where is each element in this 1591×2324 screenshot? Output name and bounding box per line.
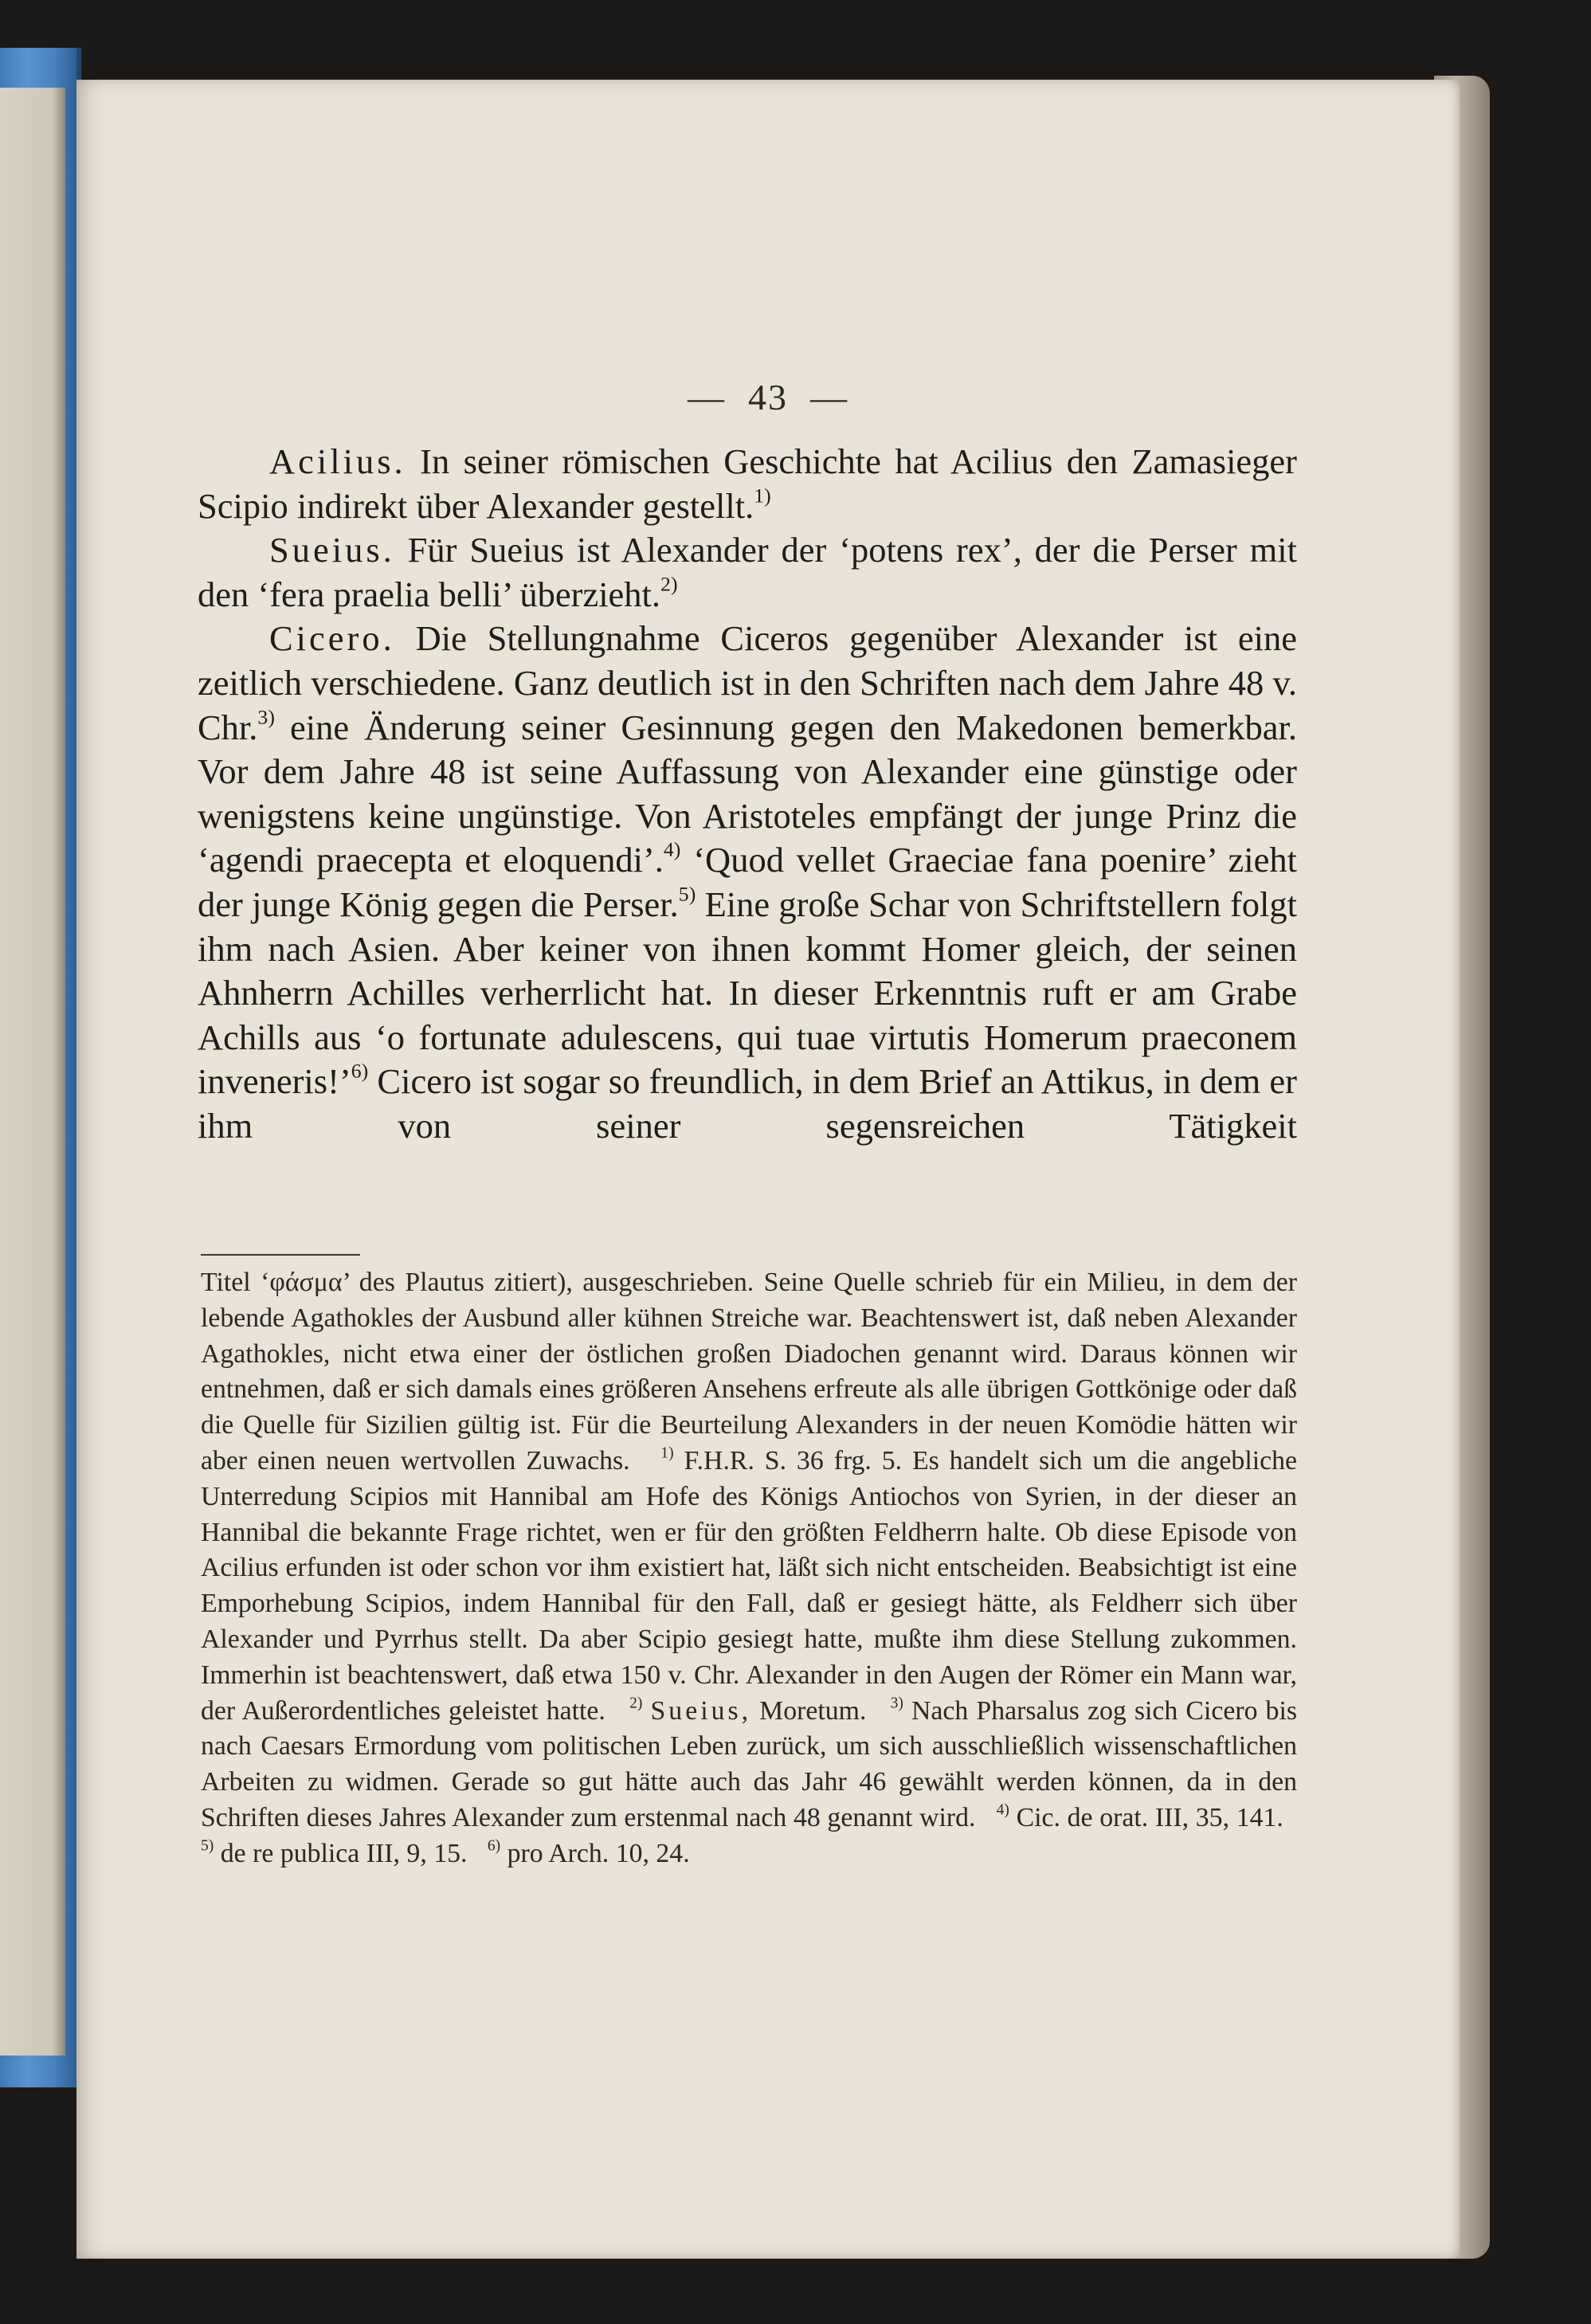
page-number-dash-left: — — [688, 377, 726, 417]
footnote-ref: 3) — [257, 705, 275, 729]
paragraph-acilius — [198, 440, 1297, 528]
footnote-ref: 1) — [754, 484, 771, 508]
footnote-text: pro Arch. 10, 24. — [500, 1838, 690, 1868]
footnote-mark: 2) — [629, 1694, 643, 1711]
page-number-value: 43 — [748, 377, 788, 417]
footnote-text: F.H.R. S. 36 frg. 5. Es handelt sich um die angebliche Unterredung Scipios mit Hannibal am Hofe des Königs Antiochos von Syrien, in der dieser an Hannibal die bekannte Frage richtet, wen er für den größten Feldherrn halte. Ob diese Episode von Acilius erfunden ist oder schon vor ihm existiert hat, läßt sich nicht entscheiden. Beabsichtigt ist eine Emporhebung Scipios, indem Hannibal für den Fall, daß er gesiegt hätte, als Feldherr sich über Alexander und Pyrrhus stellt. Da aber Scipio gesiegt hatte, mußte ihm diese Stellung zukommen. Immerhin ist beachtenswert, daß etwa 150 v. Chr. Alexander in den Augen der Römer ein Mann war, der Außerordentliches geleistet hatte. — [201, 1445, 1298, 1726]
main-text — [198, 440, 1297, 1149]
page-number — [76, 376, 1460, 418]
paragraph-text: Cicero ist sogar so freundlich, in dem Brief an Attikus, in dem er ihm von seiner segensreichen Tätigkeit — [198, 1061, 1297, 1146]
footnote-mark: 5) — [201, 1837, 214, 1855]
footnote-text: Cic. de orat. III, 35, 141. — [1009, 1802, 1283, 1832]
paragraph-text: In seiner römischen Geschichte hat Acilius den Zamasieger Scipio indirekt über Alexander gestellt. — [198, 441, 1297, 526]
footnote-text: Moretum. — [751, 1695, 867, 1726]
paragraph-text: Eine große Schar von Schriftstellern folgt ihm nach Asien. Aber keiner von ihnen kommt Homer gleich, der seinen Ahnherrn Achilles verherrlicht hat. In dieser Erkenntnis ruft er am Grabe Achills aus ‘o fortunate adulescens, qui tuae virtutis Homerum praeconem inveneris!’ — [198, 884, 1298, 1102]
footnote-text: de re publica III, 9, 15. — [214, 1838, 468, 1868]
footnote-ref: 5) — [678, 882, 696, 906]
author-name: Cicero. — [269, 618, 395, 659]
paragraph-text: ‘Quod vellet Graeciae fana poenire’ zieht der junge König gegen die Perser. — [198, 840, 1297, 924]
book-page — [76, 80, 1460, 2259]
footnote-ref: 4) — [663, 838, 681, 861]
footnote-block — [201, 1265, 1297, 1872]
footnote-text: Nach Pharsalus zog sich Cicero bis nach Caesars Ermordung vom politischen Leben zurück, um sich ausschließlich wissenschaftlichen Arbeiten zu widmen. Gerade so gut hätte auch das Jahr 46 gewählt werden können, da in den Schriften dieses Jahres Alexander zum erstenmal nach 48 genannt wird. — [201, 1695, 1297, 1832]
footnotes — [201, 1265, 1297, 1872]
author-name: Sueius. — [269, 530, 395, 570]
page-number-dash-right: — — [810, 377, 848, 417]
paragraph-cicero — [198, 617, 1297, 1148]
footnote-ref: 2) — [660, 572, 678, 596]
paragraph-text: Die Stellungnahme Ciceros gegenüber Alexander ist eine zeitlich verschiedene. Ganz deutlich ist in den Schriften nach dem Jahre 48 v. Chr. — [198, 618, 1297, 747]
author-name: Acilius. — [269, 441, 406, 481]
footnote-mark: 3) — [890, 1694, 903, 1711]
paragraph-text: Für Sueius ist Alexander der ‘potens rex’, der die Perser mit den ‘fera praelia belli’ überzieht. — [198, 530, 1297, 614]
footnote-mark: 1) — [660, 1444, 674, 1462]
footnote-ref: 6) — [351, 1059, 369, 1083]
footnote-mark: 6) — [487, 1837, 501, 1855]
paragraph-sueius — [198, 528, 1297, 617]
footnote-continuation: Titel ‘φάσμα’ des Plautus zitiert), ausgeschrieben. Seine Quelle schrieb für ein Milieu, in dem der lebende Agathokles der Ausbund aller kühnen Streiche war. Beachtenswert ist, daß neben Alexander Agathokles, nicht etwa einer der östlichen großen Diadochen genannt wird. Daraus können wir entnehmen, daß er sich damals eines größeren Ansehens erfreute als alle übrigen Gottkönige oder daß die Quelle für Sizilien gültig ist. Für die Beurteilung Alexanders in der neuen Komödie hätten wir aber einen neuen wertvollen Zuwachs. — [201, 1268, 1297, 1476]
footnote-divider — [201, 1254, 360, 1256]
facing-page-edge — [0, 88, 65, 2056]
paragraph-text: eine Änderung seiner Gesinnung gegen den Makedonen bemerkbar. Vor dem Jahre 48 ist seine Auffassung von Alexander eine günstige oder wenigstens keine ungünstige. Von Aristoteles empfängt der junge Prinz die ‘agendi praecepta et eloquendi’. — [198, 707, 1297, 880]
footnote-author-name: Sueius, — [650, 1695, 752, 1726]
footnote-mark: 4) — [996, 1801, 1009, 1819]
